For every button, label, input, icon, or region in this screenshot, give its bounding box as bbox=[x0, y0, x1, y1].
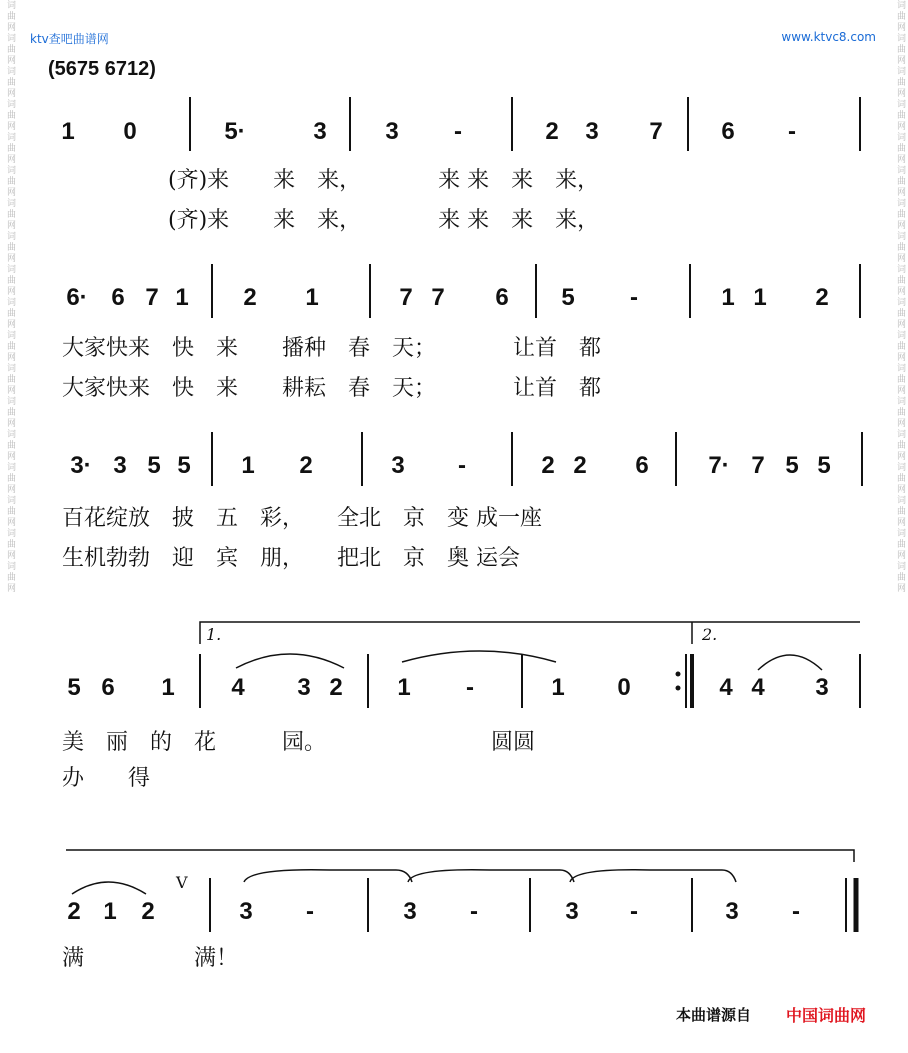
volta-1-label: 1. bbox=[206, 625, 222, 644]
note: 3 bbox=[565, 898, 579, 925]
note: 3 bbox=[403, 898, 417, 925]
note: - bbox=[630, 284, 638, 311]
note: 5 bbox=[561, 284, 575, 311]
note: 2 bbox=[573, 452, 587, 479]
lyric-line: 美 丽 的 花 园。 圆圆 bbox=[62, 730, 536, 755]
note: 5 bbox=[177, 452, 191, 479]
note: 1 bbox=[241, 452, 255, 479]
note: 3 bbox=[385, 118, 399, 145]
note: 7 bbox=[751, 452, 765, 479]
note: 2 bbox=[243, 284, 257, 311]
lyric-line: 满 满！ bbox=[62, 946, 239, 971]
note: 1 bbox=[103, 898, 117, 925]
footer-source-label: 本曲谱源自 bbox=[676, 1006, 752, 1024]
lyric-line: 生机勃勃 迎 宾 朋， 把北 京 奥 运会 bbox=[62, 546, 520, 571]
note: 3 bbox=[313, 118, 327, 145]
lyric-line: (齐)来 来 来， 来 来 来 来， bbox=[168, 168, 600, 193]
note: 6 bbox=[101, 674, 115, 701]
intro-notes: (5675 6712) bbox=[48, 58, 156, 80]
header-site-url[interactable]: www.ktvc8.com bbox=[781, 30, 876, 44]
note: 7· bbox=[708, 452, 730, 479]
note: 5 bbox=[817, 452, 831, 479]
note: - bbox=[788, 118, 796, 145]
note: 3· bbox=[70, 452, 92, 479]
note: 1 bbox=[61, 118, 75, 145]
lyric-line: 大家快来 快 来 耕耘 春 天； 让首 都 bbox=[62, 376, 602, 401]
note: 7 bbox=[145, 284, 159, 311]
note: 4 bbox=[719, 674, 733, 701]
note: 3 bbox=[113, 452, 127, 479]
note: 6 bbox=[111, 284, 125, 311]
note: 0 bbox=[617, 674, 631, 701]
footer-brand-link[interactable]: 中国词曲网 bbox=[786, 1006, 867, 1025]
left-watermark-strip: 词曲网词曲网词曲网词曲网词曲网词曲网词曲网词曲网词曲网词曲网词曲网词曲网词曲网词曲网词曲网词曲网词曲网词曲网 bbox=[5, 0, 15, 594]
slurs-row-5 bbox=[0, 862, 908, 902]
note: 0 bbox=[123, 118, 137, 145]
note: 7 bbox=[431, 284, 445, 311]
note: - bbox=[306, 898, 314, 925]
lyric-line: 办 得 bbox=[62, 766, 151, 791]
right-watermark-strip: 词曲网词曲网词曲网词曲网词曲网词曲网词曲网词曲网词曲网词曲网词曲网词曲网词曲网词曲网词曲网词曲网词曲网词曲网 bbox=[895, 0, 905, 594]
note: 4 bbox=[751, 674, 765, 701]
slurs-row-4 bbox=[0, 640, 908, 680]
note: 3 bbox=[725, 898, 739, 925]
header-site-name[interactable]: ktv查吧曲谱网 bbox=[30, 32, 109, 46]
note: 3 bbox=[391, 452, 405, 479]
note: 2 bbox=[815, 284, 829, 311]
note: - bbox=[630, 898, 638, 925]
note: 1 bbox=[551, 674, 565, 701]
note: 2 bbox=[67, 898, 81, 925]
note: 2 bbox=[541, 452, 555, 479]
note: 3 bbox=[815, 674, 829, 701]
note: 4 bbox=[231, 674, 245, 701]
note: 7 bbox=[649, 118, 663, 145]
note: 2 bbox=[545, 118, 559, 145]
note: 1 bbox=[753, 284, 767, 311]
note: - bbox=[792, 898, 800, 925]
note: - bbox=[470, 898, 478, 925]
note: 5 bbox=[785, 452, 799, 479]
note: 6 bbox=[495, 284, 509, 311]
lyric-line: 大家快来 快 来 播种 春 天； 让首 都 bbox=[62, 336, 602, 361]
note: - bbox=[458, 452, 466, 479]
note: 1 bbox=[721, 284, 735, 311]
note: 6 bbox=[635, 452, 649, 479]
note: 5 bbox=[67, 674, 81, 701]
lyric-line: 百花绽放 披 五 彩， 全北 京 变 成一座 bbox=[62, 506, 542, 531]
note: 1 bbox=[175, 284, 189, 311]
note: 6· bbox=[66, 284, 88, 311]
note: 1 bbox=[397, 674, 411, 701]
lyric-line: (齐)来 来 来， 来 来 来 来， bbox=[168, 208, 600, 233]
note: 5· bbox=[224, 118, 246, 145]
note: 3 bbox=[297, 674, 311, 701]
note: - bbox=[454, 118, 462, 145]
note: 1 bbox=[161, 674, 175, 701]
note: 2 bbox=[329, 674, 343, 701]
note: 3 bbox=[585, 118, 599, 145]
note: 5 bbox=[147, 452, 161, 479]
note: 2 bbox=[299, 452, 313, 479]
note: 3 bbox=[239, 898, 253, 925]
note: 6 bbox=[721, 118, 735, 145]
note: 2 bbox=[141, 898, 155, 925]
note: - bbox=[466, 674, 474, 701]
volta-2-label: 2. bbox=[702, 625, 718, 644]
note: 7 bbox=[399, 284, 413, 311]
breath-mark: V bbox=[176, 873, 188, 892]
note: 1 bbox=[305, 284, 319, 311]
